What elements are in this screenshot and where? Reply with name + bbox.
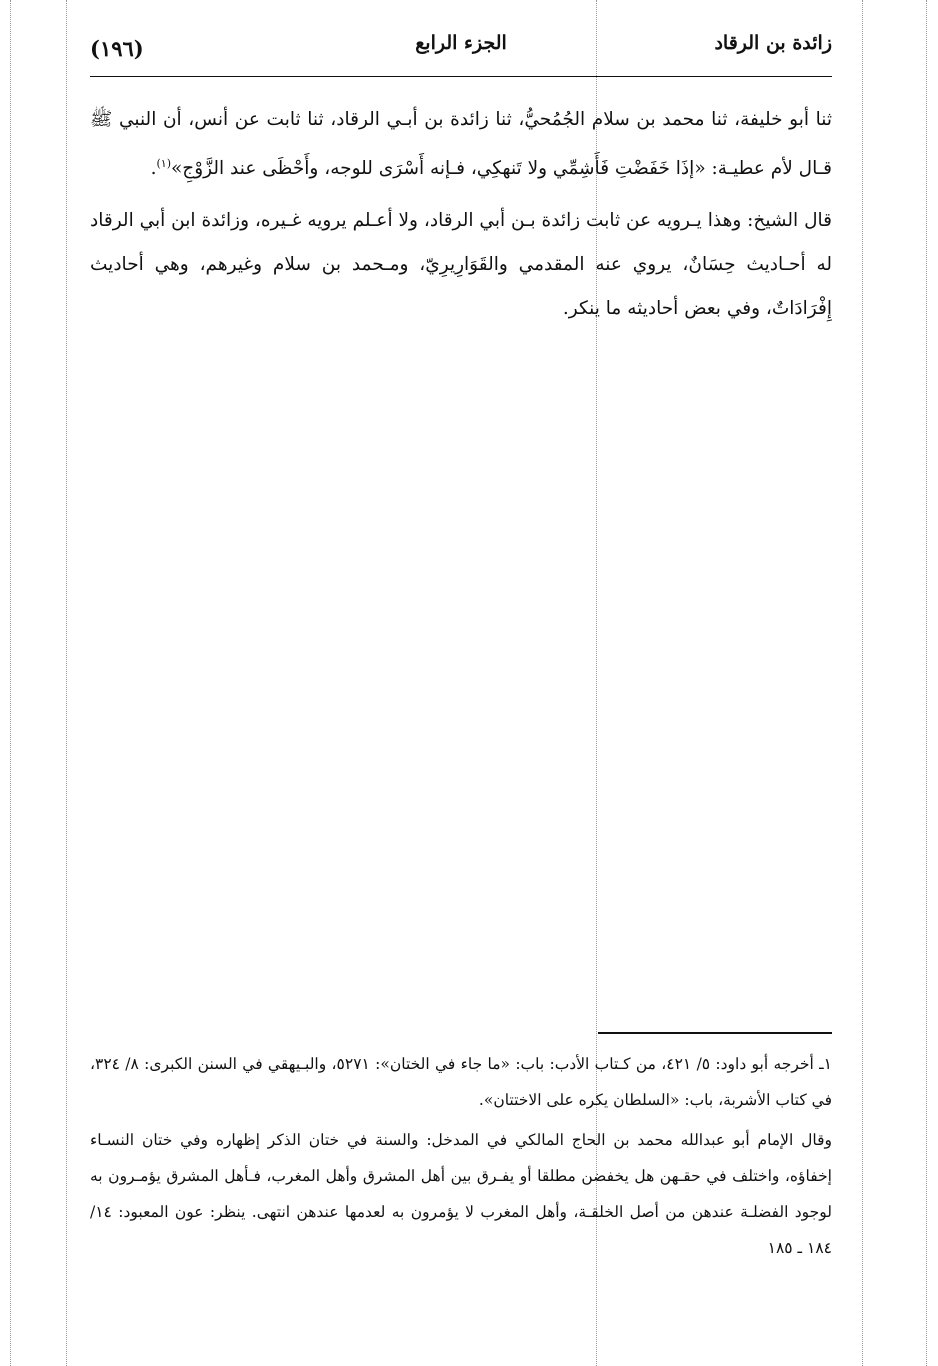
header-rule (90, 76, 832, 77)
running-head-part: الجزء الرابع (415, 32, 507, 54)
main-text (90, 98, 832, 339)
commentary-paragraph: قال الشيخ: وهذا يـرويه عن ثابت زائدة بـن أبي الرقاد، ولا أعـلم يرويه غـيره، وزائدة ابن أبي الرقاد له أحـاديث حِسَانٌ، يروي عنه المقدمي والقَوَارِيرِيّ، ومـحمد بن سلام وغيرهم، وهي أحاديث إِفْرَادَاتٌ، وفي بعض أحاديثه ما ينكر. (90, 210, 832, 320)
margin-guide-line (10, 0, 11, 1366)
footnote-separator (598, 1032, 832, 1034)
footnotes (90, 1046, 832, 1270)
running-head-entry: زائدة بن الرقاد (714, 32, 832, 54)
footnote-citation: ١ـ أخرجه أبو داود: ٥/ ٤٢١، من كـتاب الأدب: باب: «ما جاء في الختان»: ٥٢٧١، والبـيهقي في السنن الكبرى: ٨/ ٣٢٤، في كتاب الأشربة، باب: «السلطان يكره على الاختتان». (90, 1055, 832, 1109)
hadith-paragraph: ثنا أبو خليفة، ثنا محمد بن سلام الجُمُحيُّ، ثنا زائدة بن أبـي الرقاد، ثنا ثابت عن أنس، أن النبي ﷺ قـال لأم عطيـة: «إذَا خَفَضْتِ فَأَشِمِّي ولا تَنهكِي، فـإنه أَسْرَى للوجه، وأَحْظَى عند الزَّوْجِ»$^{(١)}$. (90, 109, 832, 180)
margin-guide-line (66, 0, 67, 1366)
margin-guide-line (862, 0, 863, 1366)
footnote-commentary: وقال الإمام أبو عبدالله محمد بن الحاج المالكي في المدخل: والسنة في ختان الذكر إظهاره وفي ختان النسـاء إخفاؤه، واختلف في حقـهن هل يخفضن مطلقا أو يفـرق بين أهل المشرق وأهل المغرب، فـأهل المشرق يؤمـرون به لوجود الفضلـة عندهن من أصل الخلقـة، وأهل المغرب لا يؤمرون به لعدمها عندهن انتهى. ينظر: عون المعبود: ١٤/ ١٨٤ ـ ١٨٥ (90, 1131, 832, 1257)
margin-guide-line (926, 0, 927, 1366)
hadith-text: ثنا أبو خليفة، ثنا محمد بن سلام الجُمُحيُّ، ثنا زائدة بن أبـي الرقاد، ثنا ثابت عن أنس، أن النبي ﷺ قـال لأم عطيـة: «إذَا خَفَضْتِ فَأَشِمِّي ولا تَنهكِي، فـإنه أَسْرَى للوجه، وأَحْظَى عند الزَّوْجِ» (90, 109, 832, 180)
page-number: (١٩٦) (90, 36, 144, 61)
footnote-marker: (١) (156, 157, 171, 170)
page-header (90, 32, 832, 72)
